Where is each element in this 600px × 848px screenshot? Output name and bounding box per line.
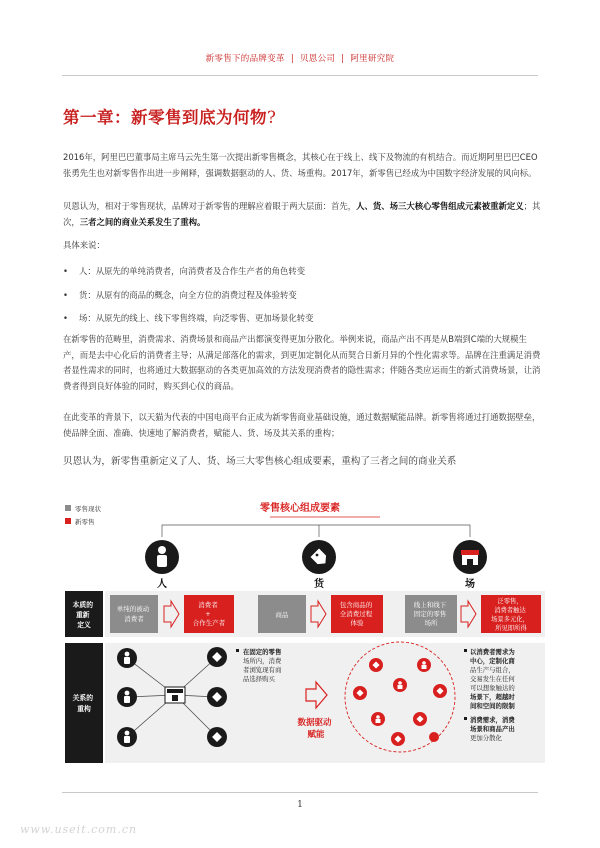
cell-chang-new-text: 泛零售， 消费者触达 场景多元化， 所见即所得 — [491, 598, 529, 632]
bullet-item-chang: • 场：从原先的线上、线下零售终端，向泛零售、更加场景化转变 — [63, 313, 314, 323]
header-bain: 贝恩公司 — [299, 54, 336, 64]
page-number: 1 — [297, 800, 303, 810]
paragraph-5: 在此变革的背景下，以天猫为代表的中国电商平台正成为新零售商业基础设施，通过数据赋能品牌。新零售将通过打通数据壁垒，使品牌全面、准确、快速地了解消费者，赋能人、货、场及其关系的重构； — [63, 412, 541, 438]
header-rule — [62, 75, 538, 76]
tag-node-icon — [207, 687, 227, 707]
chapter-title: 第一章：新零售到底为何物? — [63, 108, 277, 127]
figure-caption: 贝恩认为，新零售重新定义了人、货、场三大零售核心组成要素，重构了三者之间的商业关系 — [63, 456, 457, 467]
paragraph-1: 2016年，阿里巴巴董事局主席马云先生第一次提出新零售概念，其核心在于线上、线下及物流的有机结合。而近期阿里巴巴CEO张勇先生也对新零售作出进一步阐释，强调数据驱动的人、货、场重构。2017年，新零售已经成为中国数字经济发展的风向标。 — [63, 152, 538, 178]
legend-swatch-current — [65, 505, 71, 511]
right-note-bullet-2 — [464, 717, 467, 720]
header-separator: | — [290, 54, 294, 64]
bold-phrase-redefinition: 人、货、场三大核心零售组成元素被重新定义 — [356, 201, 524, 211]
bullet-item-ren: • 人：从原先的单纯消费者，向消费者及合作生产者的角色转变 — [63, 266, 306, 276]
diagram-heading: 零售核心组成要素 — [260, 503, 340, 514]
column-label-ren: 人 — [157, 579, 167, 590]
tag-node-icon — [207, 647, 227, 667]
retail-elements-diagram — [0, 485, 600, 785]
person-node-icon — [117, 687, 137, 707]
cell-ren-current-text: 单纯的被动 消费者 — [116, 605, 150, 623]
person-node-icon — [117, 648, 137, 668]
watermark: www.useit.com.cn — [20, 823, 138, 836]
column-label-huo: 货 — [314, 579, 324, 590]
row-label-definition: 本质的 重新 定义 — [72, 601, 94, 629]
person-icon — [145, 540, 179, 574]
cell-ren-new-text: 消费者 + 合作生产者 — [192, 601, 226, 627]
cell-chang-current-text: 线上和线下 固定的零售 场所 — [413, 601, 447, 627]
column-bracket — [162, 525, 470, 537]
row-label-box-relationship — [65, 643, 103, 763]
store-node-icon — [165, 687, 185, 703]
store-icon — [453, 540, 487, 574]
paragraph-4: 在新零售的范畴里，消费需求、消费场景和商品产出都演变得更加分散化。举例来说，商品产出不再是从B端到C端的大规模生产，而是去中心化后的消费者主导；从满足部落化的需求，到更加定制化从而契合日新月异的个性化需求等。品牌在注重满足消费者显性需求的同时，也将通过大数据驱动的各类更加高效的方法发现消费者的隐性需求；伴随各类应运而生的新式消费场景，让消费者得到良好体验的同时，购买到心仪的商品。 — [63, 334, 541, 391]
title-question-mark: ? — [267, 108, 277, 127]
bullet-item-huo: • 货：从原有的商品的概念，向全方位的消费过程及体验转变 — [63, 290, 297, 300]
paragraph-2: 贝恩认为，相对于零售现状，品牌对于新零售的理解应着眼于两大层面：首先，人、货、场三大核心零售组成元素被重新定义；其次，三者之间的商业关系发生了重构。 — [63, 201, 541, 227]
cell-huo-new-text: 包含商品的 全消费过程 体验 — [339, 601, 373, 627]
tag-icon — [302, 540, 336, 574]
right-note-1-text: 以消费者需求为 中心，定制化商 品生产与组合， 交易发生在任何 可以想象触达的 场景下，超越时 间和空间的限制 — [470, 648, 515, 710]
left-note-bullet — [236, 649, 239, 652]
right-note-2-text: 消费需求，消费 场景和商品产出 更加分散化 — [470, 716, 515, 742]
tag-node-icon — [207, 727, 227, 747]
left-note-text: 在固定的零售 场所内，消费 者浏览现有商 品选择购买 — [243, 648, 282, 683]
data-driven-label: 数据驱动 赋能 — [297, 718, 332, 740]
row-label-relationship: 关系的 重构 — [72, 694, 94, 713]
header-separator: | — [341, 54, 345, 64]
header-aliresearch: 阿里研究院 — [350, 54, 395, 64]
footer-rule — [62, 792, 538, 793]
running-header — [0, 52, 600, 64]
row1-background — [105, 591, 545, 637]
person-node-icon — [117, 727, 137, 747]
column-label-chang: 场 — [465, 579, 475, 590]
legend-swatch-new — [65, 518, 71, 524]
legend-label-new: 新零售 — [75, 518, 95, 526]
cell-huo-current-text: 商品 — [275, 611, 289, 619]
cell-ren-current — [110, 595, 158, 633]
header-report-title: 新零售下的品牌变革 — [205, 54, 285, 64]
legend-label-current: 零售现状 — [75, 505, 101, 513]
bold-phrase-restructure: 三者之间的商业关系发生了重构。 — [79, 216, 206, 227]
paragraph-3: 具体来说： — [63, 240, 105, 250]
right-note-bullet-1 — [464, 649, 467, 652]
